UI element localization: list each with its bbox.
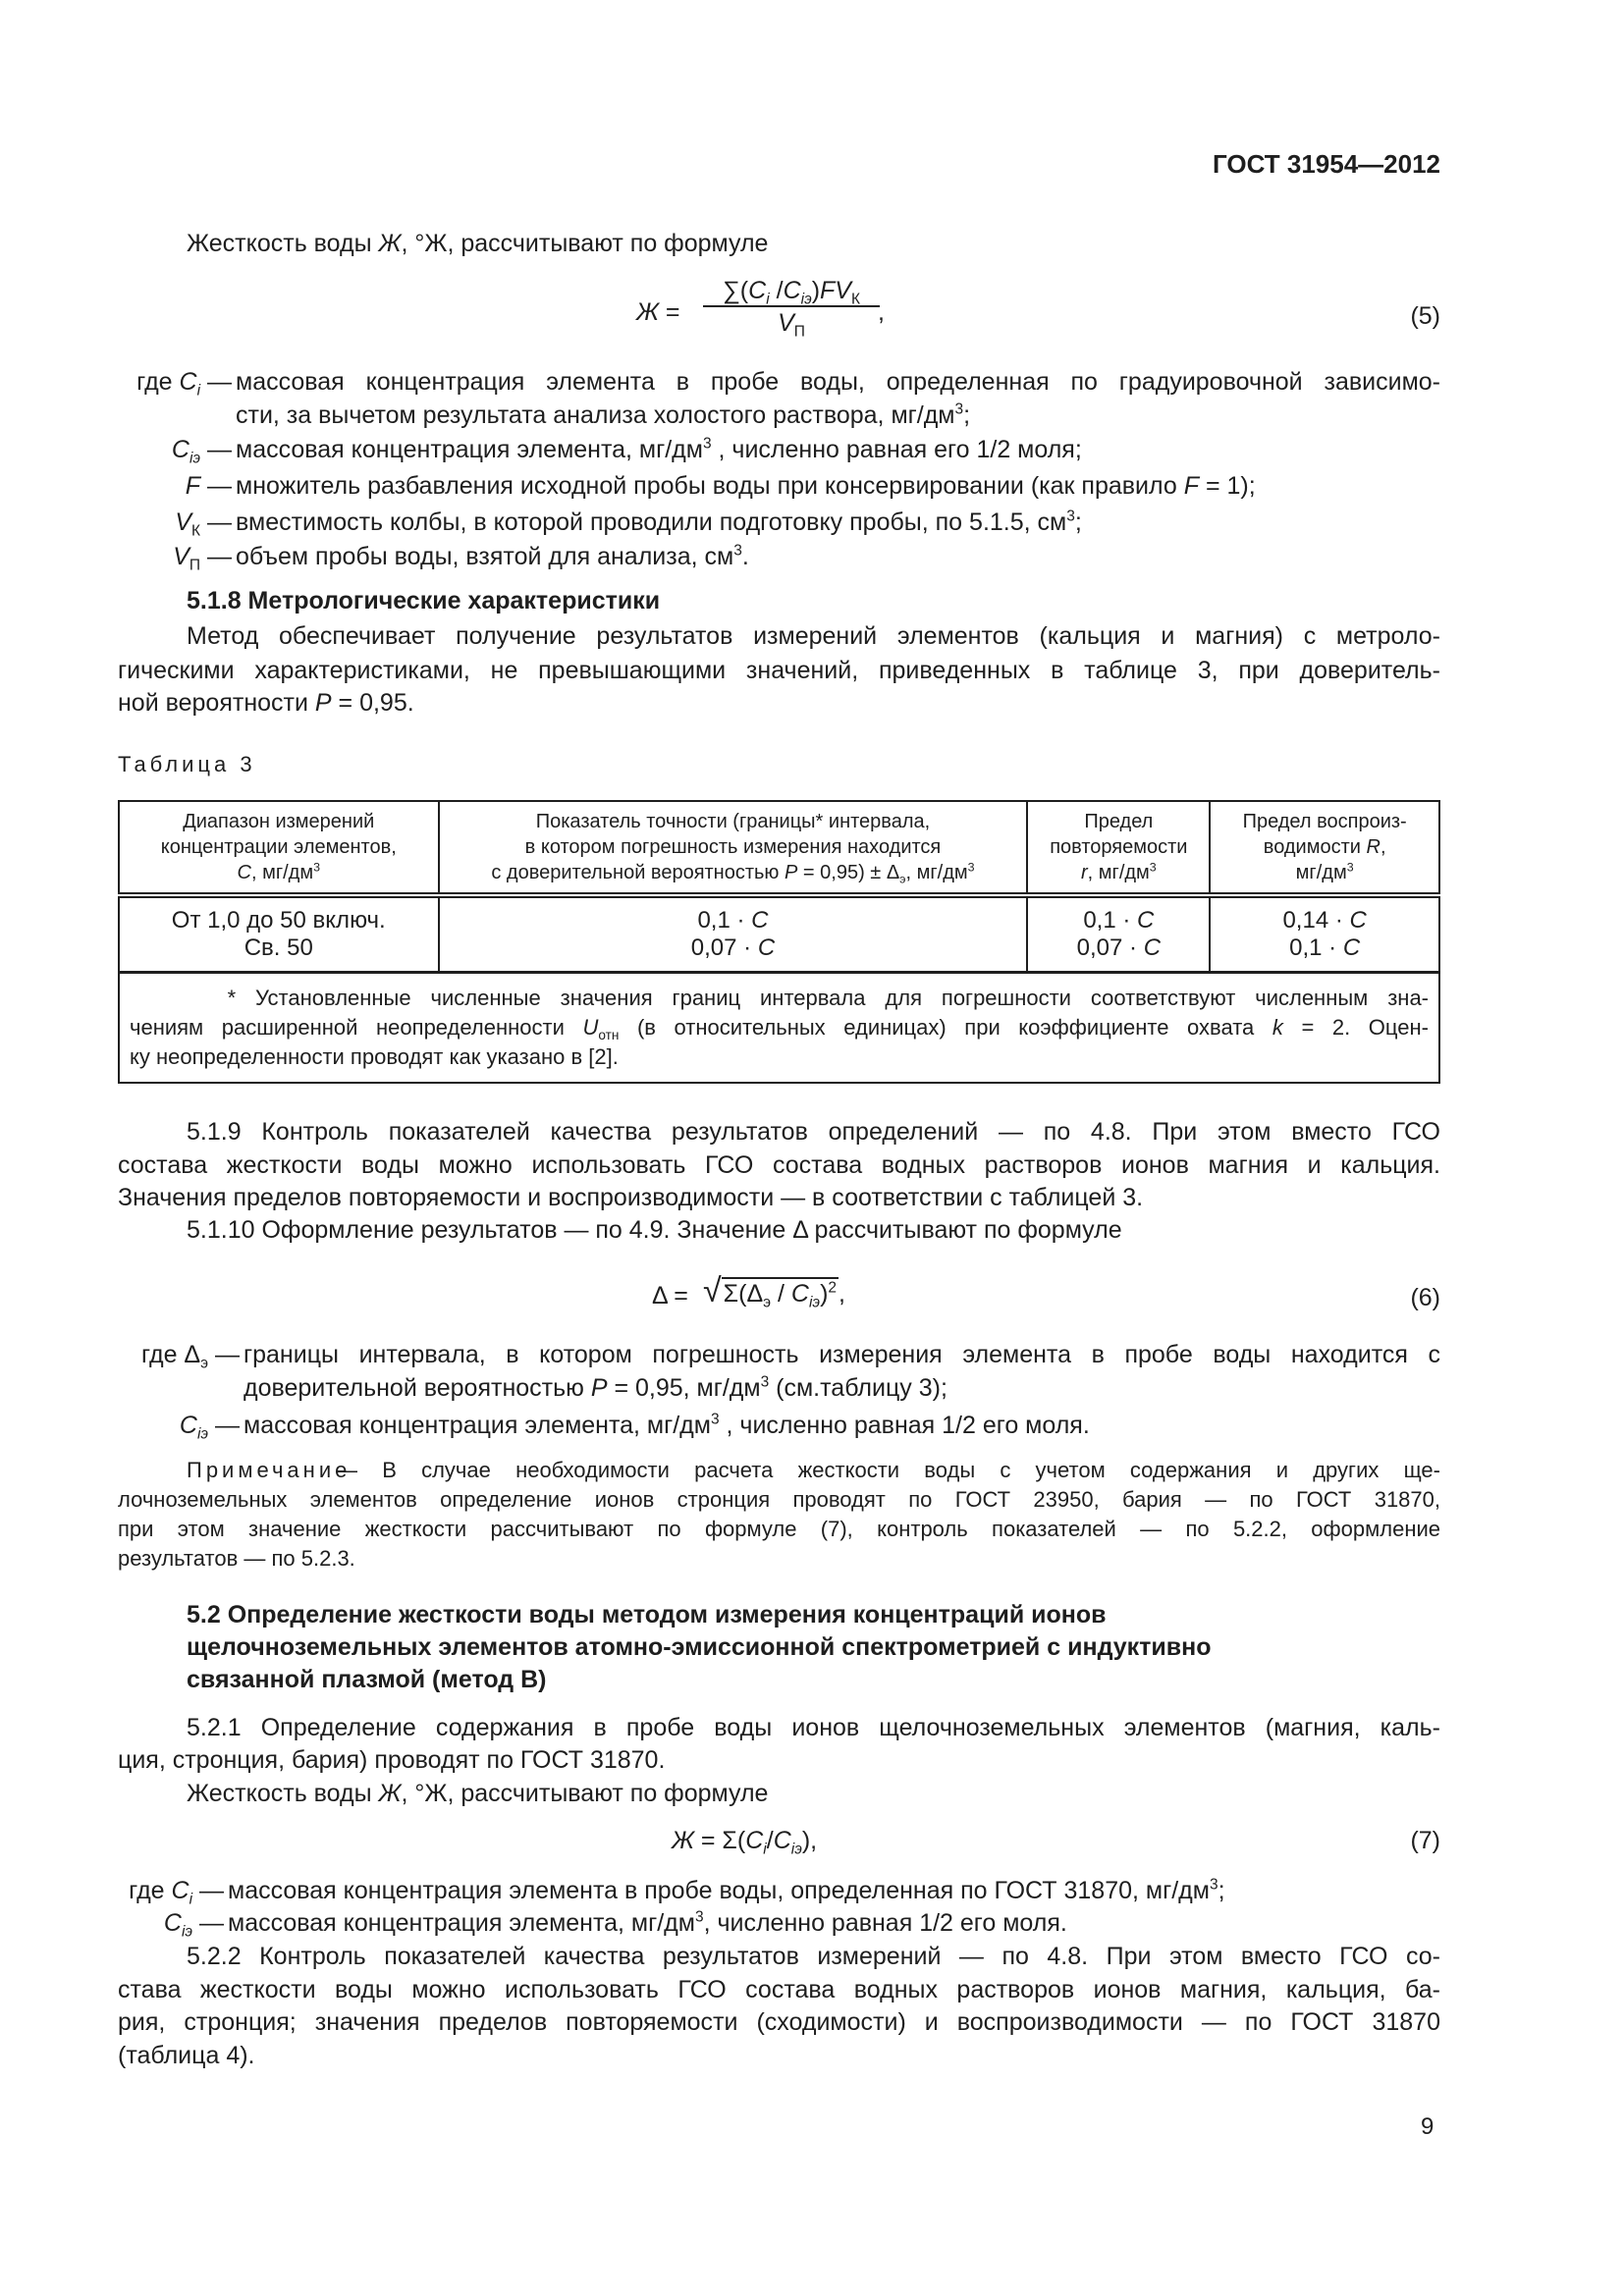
text-segment: ) [811, 277, 821, 304]
text-segment: = 0,95) ± Δ [797, 862, 900, 883]
text-segment: ; [1218, 1877, 1225, 1904]
where-symbol [98, 1340, 240, 1372]
text-segment: ция, стронция, бария) проводят по ГОСТ 31870. [118, 1746, 666, 1774]
text-segment: где [136, 368, 180, 396]
where-symbol [98, 435, 232, 467]
section-5-1-8-heading [187, 586, 660, 615]
formula-7-number: (7) [1410, 1827, 1440, 1854]
italic-variable: P [314, 689, 332, 717]
footnote-line [130, 1013, 1429, 1042]
table-row [119, 895, 1439, 973]
text-segment: границы интервала, в котором погрешность измерения элемента в пробе воды находится с [244, 1341, 1440, 1368]
header-cell [1027, 801, 1210, 895]
text-segment: Предел воспроиз- [1242, 811, 1407, 832]
italic-variable: U [582, 1015, 599, 1040]
where-symbol [98, 1908, 224, 1941]
italic-variable: V [173, 543, 189, 570]
text-segment: Таблица 3 [118, 752, 256, 776]
text-segment: Предел [1084, 811, 1154, 832]
italic-subscript: i [766, 291, 770, 308]
superscript: 3 [313, 860, 321, 875]
section-5-2-heading [187, 1600, 1107, 1629]
where-symbol [98, 367, 232, 400]
where-definition-line [244, 1373, 947, 1403]
formula-6-comma: , [839, 1280, 845, 1308]
text-segment: От 1,0 до 50 включ. [171, 907, 386, 934]
italic-variable: C [179, 1412, 197, 1439]
paragraph-line [187, 1942, 1440, 1971]
formula-6-number: (6) [1410, 1284, 1440, 1311]
italic-subscript: iэ [189, 450, 201, 467]
text-segment: Δ = [652, 1282, 688, 1309]
section-5-2-heading [187, 1632, 1212, 1662]
table-header-row [119, 801, 1439, 895]
italic-variable: P [590, 1374, 608, 1402]
note-line [118, 1485, 1440, 1515]
text-segment: 5.2.1 Определение содержания в пробе воды ионов щелочноземельных элементов (магния, каль- [187, 1714, 1440, 1741]
text-segment: — [200, 368, 232, 396]
italic-variable: C [171, 1877, 189, 1904]
subscript: П [793, 323, 805, 341]
cell-line [444, 860, 1023, 885]
where-definition-line [236, 435, 1082, 464]
italic-variable: C [790, 1280, 809, 1308]
where-definition-line [228, 1908, 1067, 1938]
text-segment: , мг/дм [905, 862, 968, 883]
text-segment: ), [801, 1827, 818, 1854]
italic-variable: C [179, 368, 197, 396]
where-definition-line [228, 1876, 1225, 1905]
italic-variable: C [757, 934, 776, 961]
paragraph-line [187, 1779, 768, 1808]
superscript: 3 [710, 1411, 720, 1428]
subscript: отн [598, 1027, 620, 1042]
cell-line [124, 907, 434, 934]
text-segment: — [200, 436, 232, 463]
text-segment: ной вероятности [118, 689, 315, 717]
text-segment: 0,14 · [1282, 907, 1350, 934]
text-segment: / [769, 277, 784, 304]
table-3 [118, 800, 1440, 1084]
text-segment: Σ(Δ [723, 1280, 764, 1308]
text-segment: 5.2.2 Контроль показателей качества результатов измерений — по 4.8. При этом вместо ГСО со- [187, 1943, 1440, 1970]
subscript: К [191, 522, 201, 540]
formula-7 [672, 1826, 818, 1858]
text-segment: , °Ж, рассчитывают по формуле [401, 230, 769, 257]
text-segment: , численно равная 1/2 его моля. [703, 1909, 1067, 1937]
where-symbol [98, 1411, 240, 1443]
text-segment: става жесткости воды можно использовать ГСО состава водных растворов ионов магния, кальция, ба- [118, 1976, 1440, 2003]
text-segment: Показатель точности (границы* интервала, [535, 811, 931, 832]
italic-variable: Ж [672, 1827, 694, 1854]
italic-variable: Ж [636, 298, 659, 326]
text-segment: 0,1 · [1083, 907, 1138, 934]
formula-5-comma: , [878, 298, 885, 326]
text-segment: , [1380, 836, 1386, 858]
text-segment: массовая концентрация элемента в пробе воды, определенная по градуировочной зависимо- [236, 368, 1440, 396]
text-segment: — [200, 543, 232, 570]
text-segment: Диапазон измерений [183, 811, 375, 832]
where-definition-line [236, 400, 970, 430]
superscript: 2 [828, 1279, 838, 1297]
paragraph-line [118, 656, 1440, 685]
paragraph-line [118, 1150, 1440, 1180]
note-line [118, 1544, 355, 1574]
range-cell [119, 895, 439, 973]
where-symbol [98, 1876, 224, 1908]
paragraph-line [187, 229, 768, 258]
text-segment: = 0,95, мг/дм [607, 1374, 761, 1402]
text-segment: , численно равная его 1/2 моля; [711, 436, 1082, 463]
where-definition-line [236, 367, 1440, 397]
text-segment: — [200, 508, 232, 536]
text-segment: / [766, 1827, 774, 1854]
text-segment: результатов — по 5.2.3. [118, 1546, 355, 1571]
text-segment: множитель разбавления исходной пробы воды при консервировании (как правило [236, 472, 1184, 500]
note-line [336, 1456, 1440, 1485]
italic-subscript: i [189, 1891, 193, 1908]
text-segment: водимости [1263, 836, 1367, 858]
text-segment: Жесткость воды [187, 1780, 379, 1807]
text-segment: , °Ж, рассчитывают по формуле [401, 1780, 769, 1807]
cell-line [444, 907, 1023, 934]
header-cell [119, 801, 439, 895]
reproducibility-cell [1210, 895, 1439, 973]
superscript: 3 [760, 1373, 770, 1391]
paragraph-line [187, 1117, 1440, 1147]
text-segment: сти, за вычетом результата анализа холостого раствора, мг/дм [236, 401, 955, 429]
text-segment: щелочноземельных элементов атомно-эмиссионной спектрометрией с индуктивно [187, 1633, 1212, 1661]
footnote-line [130, 984, 1429, 1013]
text-segment: 5.2 Определение жесткости воды методом измерения концентраций ионов [187, 1601, 1107, 1629]
text-segment: массовая концентрация элемента, мг/дм [236, 436, 703, 463]
text-segment: где [129, 1877, 172, 1904]
cell-line [444, 934, 1023, 962]
page-number: 9 [1421, 2113, 1435, 2140]
formula-6-lhs [652, 1281, 688, 1310]
text-segment: массовая концентрация элемента в пробе воды, определенная по ГОСТ 31870, мг/дм [228, 1877, 1210, 1904]
accuracy-cell [439, 895, 1028, 973]
cell-line [1032, 907, 1205, 934]
superscript: 3 [967, 860, 975, 875]
text-segment: ; [1074, 508, 1082, 536]
paragraph-line [118, 1183, 1143, 1212]
text-segment: массовая концентрация элемента, мг/дм [228, 1909, 695, 1937]
text-segment: 5.1.9 Контроль показателей качества результатов определений — по 4.8. При этом вместо ГСО [187, 1118, 1440, 1146]
italic-variable: R [1366, 836, 1380, 858]
text-segment: — [208, 1341, 240, 1368]
italic-variable: C [751, 907, 769, 934]
where-definition-line [244, 1340, 1440, 1369]
text-segment: 5.1.10 Оформление результатов — по 4.9. Значение Δ рассчитывают по формуле [187, 1216, 1122, 1244]
text-segment: ; [963, 401, 971, 429]
italic-subscript: i [763, 1841, 767, 1858]
text-segment: лочноземельных элементов определение ионов стронция проводят по ГОСТ 23950, бария — по ГОСТ 31870, [118, 1487, 1440, 1512]
table-3-caption [118, 750, 256, 779]
italic-variable: C [1349, 907, 1367, 934]
subscript: э [763, 1294, 772, 1311]
text-segment: , мг/дм [250, 862, 314, 883]
formula-5-numerator [703, 276, 880, 307]
document-id-header: ГОСТ 31954—2012 [1213, 149, 1440, 179]
superscript: 3 [1209, 1876, 1218, 1894]
superscript: 3 [702, 435, 712, 453]
text-segment: Метод обеспечивает получение результатов измерений элементов (кальция и магния) с метроло- [187, 622, 1440, 650]
header-cell [1210, 801, 1439, 895]
where-symbol [98, 542, 232, 574]
cell-line [1215, 860, 1435, 885]
text-segment: концентрации элементов, [160, 836, 397, 858]
cell-line [124, 834, 434, 860]
paragraph-line [187, 621, 1440, 651]
italic-subscript: iэ [790, 1841, 802, 1858]
text-segment: Жесткость воды [187, 230, 379, 257]
italic-variable: V [175, 508, 192, 536]
cell-line [1215, 809, 1435, 834]
subscript: э [200, 1355, 209, 1372]
note-label-line [187, 1456, 351, 1485]
text-segment: в котором погрешность измерения находится [524, 836, 942, 858]
text-segment: / [771, 1280, 791, 1308]
text-segment: = 0,95. [331, 689, 414, 717]
text-segment: рия, стронция; значения пределов повторяемости (сходимости) и воспроизводимости — по ГОСТ 31870 [118, 2008, 1440, 2036]
italic-variable: k [1272, 1015, 1283, 1040]
italic-subscript: iэ [196, 1425, 209, 1443]
italic-subscript: iэ [800, 291, 812, 308]
paragraph-line [118, 688, 414, 718]
superscript: 3 [733, 542, 742, 560]
text-segment: (см.таблицу 3); [769, 1374, 947, 1402]
text-segment: с доверительной вероятностью [491, 862, 785, 883]
paragraph-line [118, 1975, 1440, 2004]
paragraph-line [118, 1745, 665, 1775]
italic-variable: C [748, 277, 767, 304]
repeatability-cell [1027, 895, 1210, 973]
cell-line [1032, 934, 1205, 962]
formula-5-lhs [636, 297, 679, 327]
where-definition-line [236, 471, 1256, 501]
text-segment: при этом значение жесткости рассчитывают по формуле (7), контроль показателей — по 5.2.2, оформление [118, 1517, 1440, 1541]
italic-variable: P [785, 862, 798, 883]
italic-variable: r [1080, 862, 1088, 883]
superscript: 3 [1066, 507, 1075, 525]
cell-line [1215, 834, 1435, 860]
italic-variable: C [783, 277, 801, 304]
text-segment: мг/дм [1295, 862, 1347, 883]
formula-5-denominator [703, 307, 880, 339]
italic-subscript: i [196, 382, 201, 400]
text-segment: (таблица 4). [118, 2042, 255, 2069]
text-segment: = 1); [1199, 472, 1256, 500]
italic-variable: F [185, 472, 201, 500]
italic-variable: C [745, 1827, 764, 1854]
text-segment: , численно равная 1/2 его моля. [719, 1412, 1090, 1439]
text-segment: 0,07 · [1076, 934, 1144, 961]
italic-variable: C [1342, 934, 1361, 961]
italic-variable: C [163, 1909, 182, 1937]
text-segment: где Δ [140, 1341, 201, 1368]
superscript: 3 [694, 1908, 704, 1926]
text-segment: — [192, 1877, 224, 1904]
italic-variable: C [1143, 934, 1162, 961]
text-segment: . [741, 543, 749, 570]
note-line [118, 1515, 1440, 1544]
italic-variable: F [1183, 472, 1200, 500]
cell-line [124, 934, 434, 962]
text-segment: массовая концентрация элемента, мг/дм [244, 1412, 711, 1439]
note-label: Примечание [187, 1458, 352, 1482]
cell-line [1215, 907, 1435, 934]
italic-variable: V [778, 309, 794, 337]
text-segment: гическими характеристиками, не превышающими значений, приведенных в таблице 3, при доверитель- [118, 657, 1440, 684]
formula-5-fraction [703, 276, 880, 339]
paragraph-line [118, 2041, 255, 2070]
where-definition-line [236, 542, 749, 571]
paragraph-line [118, 2007, 1440, 2037]
text-segment: 0,07 · [690, 934, 758, 961]
cell-line [444, 834, 1023, 860]
text-segment: = [658, 298, 680, 326]
text-segment: вместимость колбы, в которой проводили подготовку пробы, по 5.1.5, см [236, 508, 1067, 536]
text-segment: состава жесткости воды можно использовать ГСО состава водных растворов ионов магния и кальция. [118, 1151, 1440, 1179]
text-segment: доверительной вероятностью [244, 1374, 591, 1402]
text-segment: ) [820, 1280, 829, 1308]
italic-variable: C [237, 862, 251, 883]
cell-line [444, 809, 1023, 834]
italic-variable: FV [820, 277, 851, 304]
italic-variable: Ж [378, 230, 402, 257]
superscript: 3 [954, 400, 964, 418]
table-footnote-row [119, 973, 1439, 1084]
italic-variable: Ж [378, 1780, 402, 1807]
text-segment: Св. 50 [244, 934, 313, 961]
text-segment: 5.1.8 Метрологические характеристики [187, 587, 661, 614]
formula-6-radicand [722, 1277, 839, 1311]
text-segment: * Установленные численные значения границ интервала для погрешности соответствуют численным зна- [130, 986, 1430, 1010]
header-cell [439, 801, 1028, 895]
cell-line [1032, 809, 1205, 834]
text-segment: — В случае необходимости расчета жесткости воды с учетом содержания и других ще- [336, 1458, 1440, 1482]
cell-line [124, 809, 434, 834]
where-definition-line [236, 507, 1082, 537]
cell-line [124, 860, 434, 885]
where-symbol [98, 471, 232, 501]
text-segment: (в относительных единицах) при коэффициенте охвата [619, 1015, 1272, 1040]
text-segment: Значения пределов повторяемости и воспроизводимости — в соответствии с таблицей 3. [118, 1184, 1144, 1211]
cell-line [1215, 934, 1435, 962]
text-segment: — [200, 472, 232, 500]
cell-line [1032, 834, 1205, 860]
italic-variable: C [1137, 907, 1155, 934]
subscript: э [899, 872, 906, 886]
text-segment: 0,1 · [1289, 934, 1343, 961]
table-footnote [119, 973, 1439, 1084]
superscript: 3 [1346, 860, 1354, 875]
where-definition-line [244, 1411, 1090, 1440]
subscript: К [850, 291, 861, 308]
text-segment: связанной плазмой (метод В) [187, 1666, 547, 1693]
text-segment: 0,1 · [697, 907, 752, 934]
italic-variable: C [773, 1827, 791, 1854]
text-segment: ку неопределенности проводят как указано в [2]. [130, 1044, 619, 1069]
square-root-icon: √ [703, 1272, 722, 1309]
paragraph-line [187, 1713, 1440, 1742]
cell-line [1032, 860, 1205, 885]
italic-subscript: iэ [181, 1923, 193, 1941]
text-segment: — [192, 1909, 224, 1937]
italic-subscript: iэ [808, 1294, 821, 1311]
text-segment: ∑( [722, 277, 749, 304]
where-symbol [98, 507, 232, 540]
text-segment: чениям расширенной неопределенности [130, 1015, 583, 1040]
text-segment: повторяемости [1050, 836, 1188, 858]
section-5-2-heading [187, 1665, 547, 1694]
footnote-line [130, 1042, 1429, 1072]
italic-variable: C [171, 436, 189, 463]
text-segment: , мг/дм [1087, 862, 1150, 883]
text-segment: = 2. Оцен- [1282, 1015, 1429, 1040]
paragraph-line [187, 1215, 1122, 1245]
formula-5-number: (5) [1410, 302, 1440, 330]
text-segment: = Σ( [693, 1827, 746, 1854]
subscript: П [189, 557, 201, 574]
formula-6-root [703, 1272, 845, 1311]
text-segment: — [208, 1412, 240, 1439]
text-segment: объем пробы воды, взятой для анализа, см [236, 543, 734, 570]
superscript: 3 [1149, 860, 1157, 875]
